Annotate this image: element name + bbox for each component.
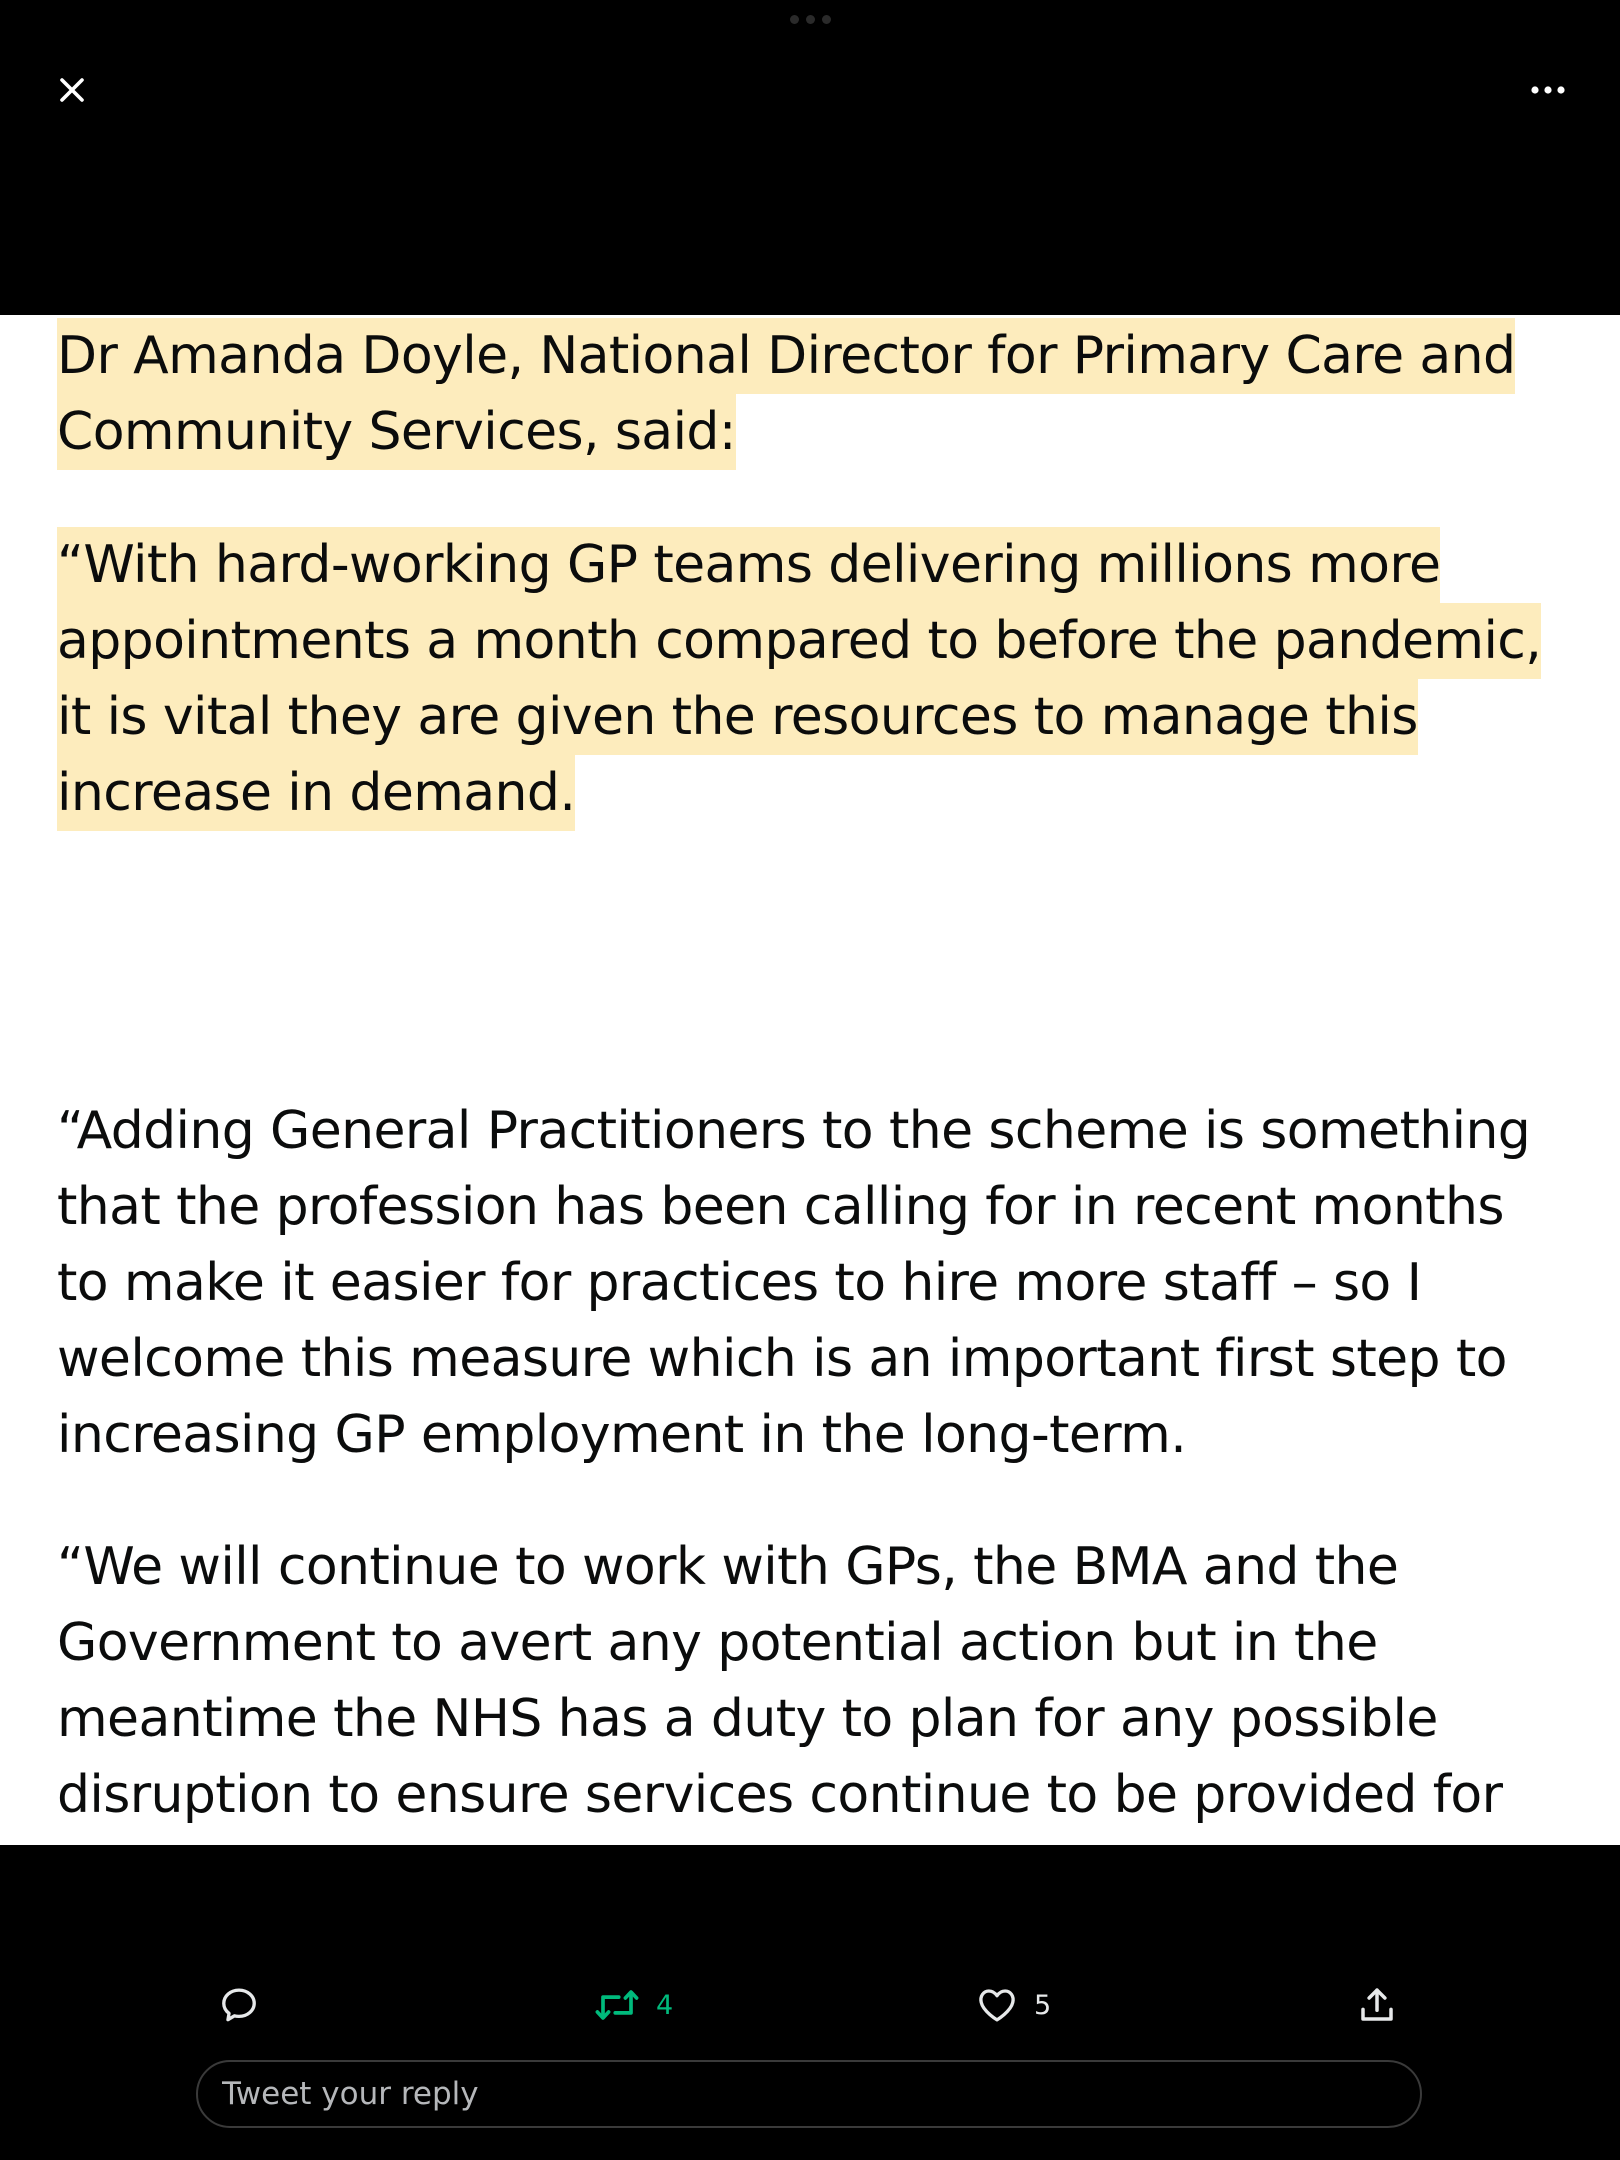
share-icon xyxy=(1356,1984,1398,2026)
more-options-button[interactable] xyxy=(1524,70,1574,110)
text-line: to make it easier for practices to hire more staff – so I xyxy=(57,1253,1422,1313)
drag-dot xyxy=(822,15,831,24)
intro-paragraph xyxy=(57,318,1515,470)
highlighted-line: increase in demand. xyxy=(57,755,575,831)
action-bar xyxy=(0,1975,1620,2035)
highlighted-line: it is vital they are given the resources to manage this xyxy=(57,679,1418,755)
highlighted-line: “With hard-working GP teams delivering millions more xyxy=(57,527,1440,603)
reply-icon xyxy=(218,1984,260,2026)
drag-handle[interactable] xyxy=(788,14,832,24)
tweet-actions-footer xyxy=(0,1845,1620,2160)
tweet-image[interactable] xyxy=(0,315,1620,1845)
retweet-count: 4 xyxy=(656,1989,674,2021)
heart-icon xyxy=(976,1984,1018,2026)
media-viewer-header xyxy=(0,0,1620,315)
reply-button[interactable] xyxy=(218,1975,260,2035)
text-line: welcome this measure which is an important first step to xyxy=(57,1329,1507,1389)
reply-input[interactable] xyxy=(196,2060,1422,2128)
quote-paragraph-1 xyxy=(57,527,1541,831)
text-line: “Adding General Practitioners to the scheme is something xyxy=(57,1101,1531,1161)
like-count: 5 xyxy=(1034,1989,1052,2021)
like-button[interactable] xyxy=(976,1975,1051,2035)
more-horizontal-icon xyxy=(1524,70,1574,110)
text-line: that the profession has been calling for in recent months xyxy=(57,1177,1504,1237)
close-button[interactable] xyxy=(52,70,92,110)
text-line: disruption to ensure services continue to be provided for xyxy=(57,1765,1503,1825)
retweet-icon xyxy=(594,1984,640,2026)
highlighted-line: Community Services, said: xyxy=(57,394,736,470)
share-button[interactable] xyxy=(1356,1975,1398,2035)
highlighted-line: Dr Amanda Doyle, National Director for Primary Care and xyxy=(57,318,1515,394)
text-line: increasing GP employment in the long-term. xyxy=(57,1405,1187,1465)
text-line: “We will continue to work with GPs, the BMA and the xyxy=(57,1537,1399,1597)
drag-dot xyxy=(806,15,815,24)
text-line: meantime the NHS has a duty to plan for any possible xyxy=(57,1689,1438,1749)
drag-dot xyxy=(790,15,799,24)
close-icon xyxy=(52,70,92,110)
retweet-button[interactable] xyxy=(594,1975,673,2035)
quote-paragraph-2 xyxy=(57,1093,1530,1473)
text-line: Government to avert any potential action but in the xyxy=(57,1613,1378,1673)
highlighted-line: appointments a month compared to before the pandemic, xyxy=(57,603,1541,679)
